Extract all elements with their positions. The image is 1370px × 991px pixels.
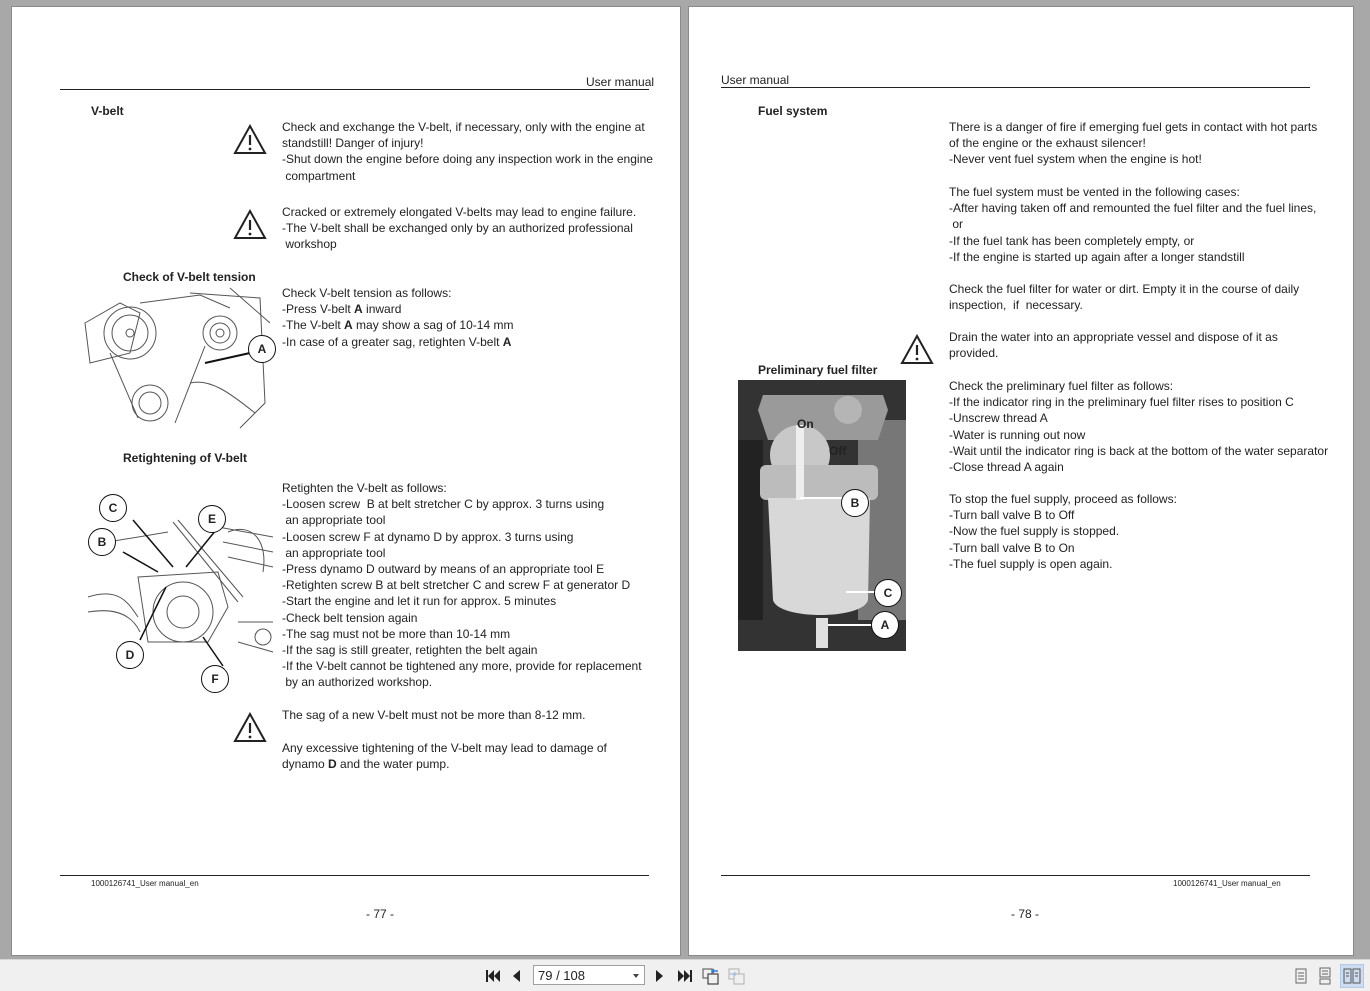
next-view-button[interactable]	[727, 966, 747, 986]
continuous-view-icon	[1318, 967, 1332, 985]
drain-warning-text: Drain the water into an appropriate vessel and dispose of it as provided.	[949, 330, 1278, 361]
next-view-icon	[728, 967, 746, 985]
warning-triangle-icon	[900, 334, 934, 366]
filter-check-steps: Check the preliminary fuel filter as follows: -If the indicator ring in the preliminary fuel filter rises to position C -Unscrew thread A -Water is running out now -Wait until the indicator ring is back at the bottom of the water separator -Close thread A again	[949, 379, 1329, 475]
warning-triangle-icon	[233, 124, 267, 156]
page-number: - 77 -	[366, 907, 395, 921]
previous-view-icon	[702, 967, 720, 985]
footer-rule	[721, 875, 1310, 876]
callout-b: B	[88, 528, 116, 556]
stop-fuel-steps: To stop the fuel supply, proceed as follows: -Turn ball valve B to Off -Now the fuel supply is stopped. -Turn ball valve B to On -The fuel supply is open again.	[949, 492, 1177, 571]
previous-view-button[interactable]	[701, 966, 721, 986]
last-page-button[interactable]	[676, 966, 694, 986]
figure-title: Preliminary fuel filter	[758, 363, 878, 377]
chevron-down-icon	[633, 974, 639, 978]
section-title: Fuel system	[758, 104, 828, 118]
facing-pages-view-icon	[1343, 968, 1361, 984]
warning-triangle-icon	[233, 209, 267, 241]
callout-b: B	[841, 489, 869, 517]
filter-check-text: Check the fuel filter for water or dirt. Empty it in the course of daily inspection, if necessary.	[949, 282, 1300, 313]
next-page-icon	[655, 969, 665, 983]
document-page-78	[689, 7, 1353, 955]
next-page-button[interactable]	[653, 966, 667, 986]
valve-on-label: On	[797, 417, 814, 431]
document-page-77	[12, 7, 680, 955]
callout-a: A	[871, 611, 899, 639]
first-page-button[interactable]	[484, 966, 502, 986]
section-title: V-belt	[91, 104, 124, 118]
warning-text-3: The sag of a new V-belt must not be more than 8-12 mm.	[282, 708, 586, 722]
fuel-filter-photo	[738, 380, 906, 651]
page-number-select[interactable]	[533, 965, 645, 985]
page-number: - 78 -	[1011, 907, 1040, 921]
header-rule	[60, 89, 649, 90]
venting-cases-text: The fuel system must be vented in the following cases: -After having taken off and remounted the fuel filter and the fuel lines, or -If the fuel tank has been completely empty, or -If the engine is started up again after a longer standstill	[949, 185, 1317, 264]
callout-c: C	[874, 579, 902, 607]
page-indicator: 79 / 108	[538, 967, 585, 983]
continuous-view-button[interactable]	[1316, 966, 1334, 986]
footer-rule	[60, 875, 649, 876]
footer-doc-id: 1000126741_User manual_en	[1173, 879, 1281, 888]
subsection-title: Check of V-belt tension	[123, 270, 256, 284]
facing-pages-view-button[interactable]	[1340, 964, 1364, 988]
single-page-view-button[interactable]	[1292, 966, 1310, 986]
callout-e: E	[198, 505, 226, 533]
previous-page-button[interactable]	[509, 966, 523, 986]
fire-danger-text: There is a danger of fire if emerging fuel gets in contact with hot parts of the engine or the exhaust silencer! -Never vent fuel system when the engine is hot!	[949, 120, 1318, 167]
warning-triangle-icon	[233, 712, 267, 744]
footer-doc-id: 1000126741_User manual_en	[91, 879, 199, 888]
subsection-title: Retightening of V-belt	[123, 451, 247, 465]
single-page-view-icon	[1294, 968, 1308, 984]
callout-d: D	[116, 641, 144, 669]
callout-a: A	[248, 335, 276, 363]
note-text: Any excessive tightening of the V-belt may lead to damage of dynamo D and the water pump.	[282, 741, 607, 772]
tension-instructions: Check V-belt tension as follows: -Press V-belt A inward -The V-belt A may show a sag of 10-14 mm -In case of a greater sag, retighten V-belt A	[282, 286, 514, 349]
callout-f: F	[201, 665, 229, 693]
last-page-icon	[677, 969, 693, 983]
callout-c: C	[99, 494, 127, 522]
header-rule	[721, 87, 1310, 88]
viewer-toolbar	[0, 959, 1370, 991]
running-header: User manual	[721, 73, 790, 87]
valve-off-label: Off	[829, 444, 847, 458]
v-belt-tension-illustration	[80, 283, 275, 433]
warning-text-1: Check and exchange the V-belt, if necessary, only with the engine at standstill! Danger of injury! -Shut down the engine before doing any inspection work in the engine compartment	[282, 120, 653, 183]
warning-text-2: Cracked or extremely elongated V-belts may lead to engine failure. -The V-belt shall be exchanged only by an authorized professional workshop	[282, 205, 637, 252]
previous-page-icon	[511, 969, 521, 983]
running-header: User manual	[586, 75, 655, 89]
retighten-instructions: Retighten the V-belt as follows: -Loosen screw B at belt stretcher C by approx. 3 turns using an appropriate tool -Loosen screw F at dynamo D by approx. 3 turns using an appropriate tool -Press dynamo D outward by means of an appropriate tool E -Retighten screw B at belt stretcher C and screw F at generator D -Start the engine and let it run for approx. 5 minutes -Check belt tension again -The sag must not be more than 10-14 mm -If the sag is still greater, retighten the belt again -If the V-belt cannot be tightened any more, provide for replacement by an authorized workshop.	[282, 481, 642, 690]
first-page-icon	[485, 969, 501, 983]
